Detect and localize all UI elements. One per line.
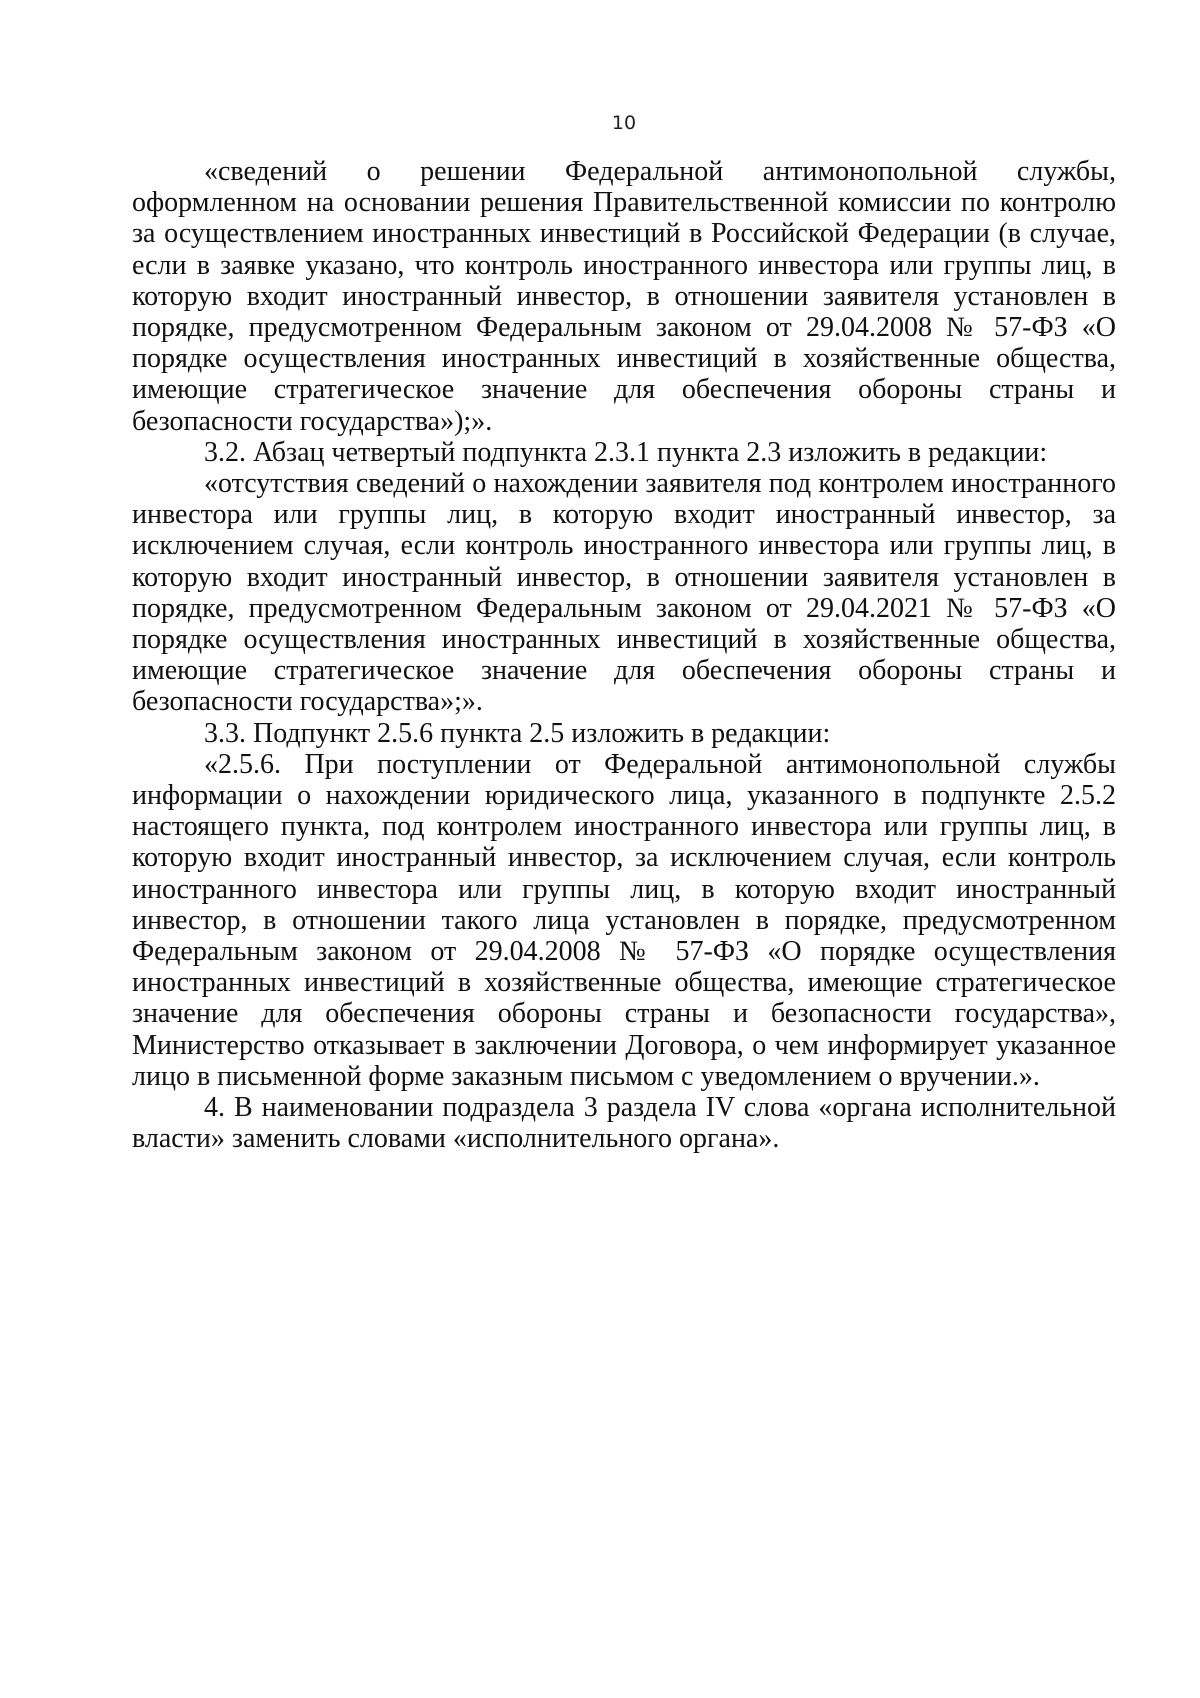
paragraph-item-3-3: 3.3. Подпункт 2.5.6 пункта 2.5 изложить в редакции: [204,717,831,749]
paragraph-item-3-2: 3.2. Абзац четвертый подпункта 2.3.1 пункта 2.3 изложить в редакции: [204,436,1048,468]
document-body [132,156,1116,1155]
paragraph-quoted-foreign-control: «отсутствия сведений о нахождении заявителя под контролем иностранного инвестора или группы лиц, в которую входит иностранный инвестор, за исключением случая, если контроль иностранного инвестора или группы лиц, в которую входит иностранный инвестор, в отношении заявителя установлен в порядке, предусмотренном Федеральным законом от 29.04.2021 № 57-ФЗ «О порядке осуществления иностранных инвестиций в хозяйственные общества, имеющие стратегическое значение для обеспечения обороны страны и безопасности государства»;». [132,468,1116,718]
paragraph-quoted-fas-decision: «сведений о решении Федеральной антимонопольной службы, оформленном на основании решения Правительственной комиссии по контролю за осуществлением иностранных инвестиций в Российской Федерации (в случае, если в заявке указано, что контроль иностранного инвестора или группы лиц, в которую входит иностранный инвестор, в отношении заявителя установлен в порядке, предусмотренном Федеральным законом от 29.04.2008 № 57-ФЗ «О порядке осуществления иностранных инвестиций в хозяйственные общества, имеющие стратегическое значение для обеспечения обороны страны и безопасности государства»);». [132,156,1116,437]
paragraph-item-4: 4. В наименовании подраздела 3 раздела IV слова «органа исполнительной власти» заменить словами «исполнительного органа». [132,1092,1116,1155]
page-number: 10 [611,112,637,134]
paragraph-quoted-2-5-6: «2.5.6. При поступлении от Федеральной антимонопольной службы информации о нахождении юридического лица, указанного в подпункте 2.5.2 настоящего пункта, под контролем иностранного инвестора или группы лиц, в которую входит иностранный инвестор, за исключением случая, если контроль иностранного инвестора или группы лиц, в которую входит иностранный инвестор, в отношении такого лица установлен в порядке, предусмотренном Федеральным законом от 29.04.2008 № 57-ФЗ «О порядке осуществления иностранных инвестиций в хозяйственные общества, имеющие стратегическое значение для обеспечения обороны страны и безопасности государства», Министерство отказывает в заключении Договора, о чем информирует указанное лицо в письменной форме заказным письмом с уведомлением о вручении.». [132,748,1116,1092]
